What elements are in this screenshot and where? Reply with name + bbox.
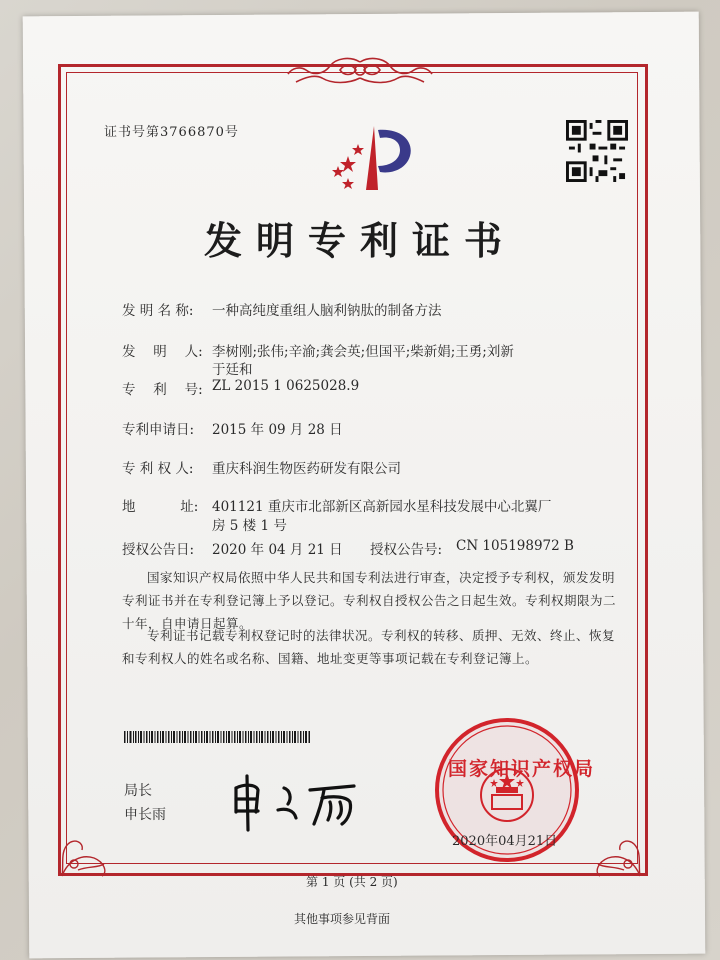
body-paragraph-1: 国家知识产权局依照中华人民共和国专利法进行审查，决定授予专利权，颁发发明专利证书并在专利登记簿上予以登记。专利权自授权公告之日起生效。专利权期限为二十年，自申请日起算。	[122, 570, 617, 631]
grant-date-label: 授权公告日:	[122, 542, 195, 558]
patent-number-label: 专 利 号:	[122, 382, 203, 398]
cnipa-logo-icon	[318, 116, 424, 196]
inventors-line1: 李树刚;张伟;辛渝;龚会英;但国平;柴新娟;王勇;刘新	[212, 344, 514, 360]
seal-text: 国家知识产权局	[448, 758, 596, 780]
certificate-number: 证书号第3766870号	[104, 125, 239, 140]
filing-date: 2015 年 09 月 28 日	[212, 422, 343, 438]
inventor-label: 发 明 人:	[122, 344, 203, 360]
patentee: 重庆科润生物医药研发有限公司	[212, 461, 401, 477]
patentee-label: 专 利 权 人:	[122, 461, 194, 477]
director-title: 局长	[124, 783, 152, 799]
handwritten-signature	[226, 768, 376, 838]
bottom-left-ornament	[58, 820, 128, 880]
top-ornament	[270, 54, 450, 90]
page-indicator: 第 1 页 (共 2 页)	[306, 875, 398, 889]
grant-number: CN 105198972 B	[456, 538, 574, 554]
address-line2: 房 5 楼 1 号	[212, 518, 287, 534]
barcode-icon	[124, 731, 310, 743]
patent-number: ZL 2015 1 0625028.9	[212, 378, 360, 394]
inventors-line2: 于廷和	[212, 362, 253, 378]
certificate-title: 发明专利证书	[203, 218, 516, 263]
director-name: 申长雨	[124, 807, 166, 823]
seal-date: 2020年04月21日	[452, 834, 558, 849]
invention-name-label: 发 明 名 称:	[122, 303, 194, 319]
bottom-right-ornament	[574, 820, 644, 880]
filing-date-label: 专利申请日:	[122, 422, 195, 438]
address-line1: 401121 重庆市北部新区高新园水星科技发展中心北翼厂	[212, 499, 552, 515]
grant-number-label: 授权公告号:	[370, 542, 443, 558]
invention-name: 一种高纯度重组人脑利钠肽的制备方法	[212, 303, 442, 319]
qr-code-icon	[566, 120, 628, 182]
address-label: 地 址:	[122, 499, 199, 515]
body-paragraph-2: 专利证书记载专利权登记时的法律状况。专利权的转移、质押、无效、终止、恢复和专利权人的姓名或名称、国籍、地址变更等事项记载在专利登记簿上。	[122, 628, 616, 666]
back-side-note: 其他事项参见背面	[294, 912, 391, 926]
grant-date: 2020 年 04 月 21 日	[212, 542, 343, 558]
